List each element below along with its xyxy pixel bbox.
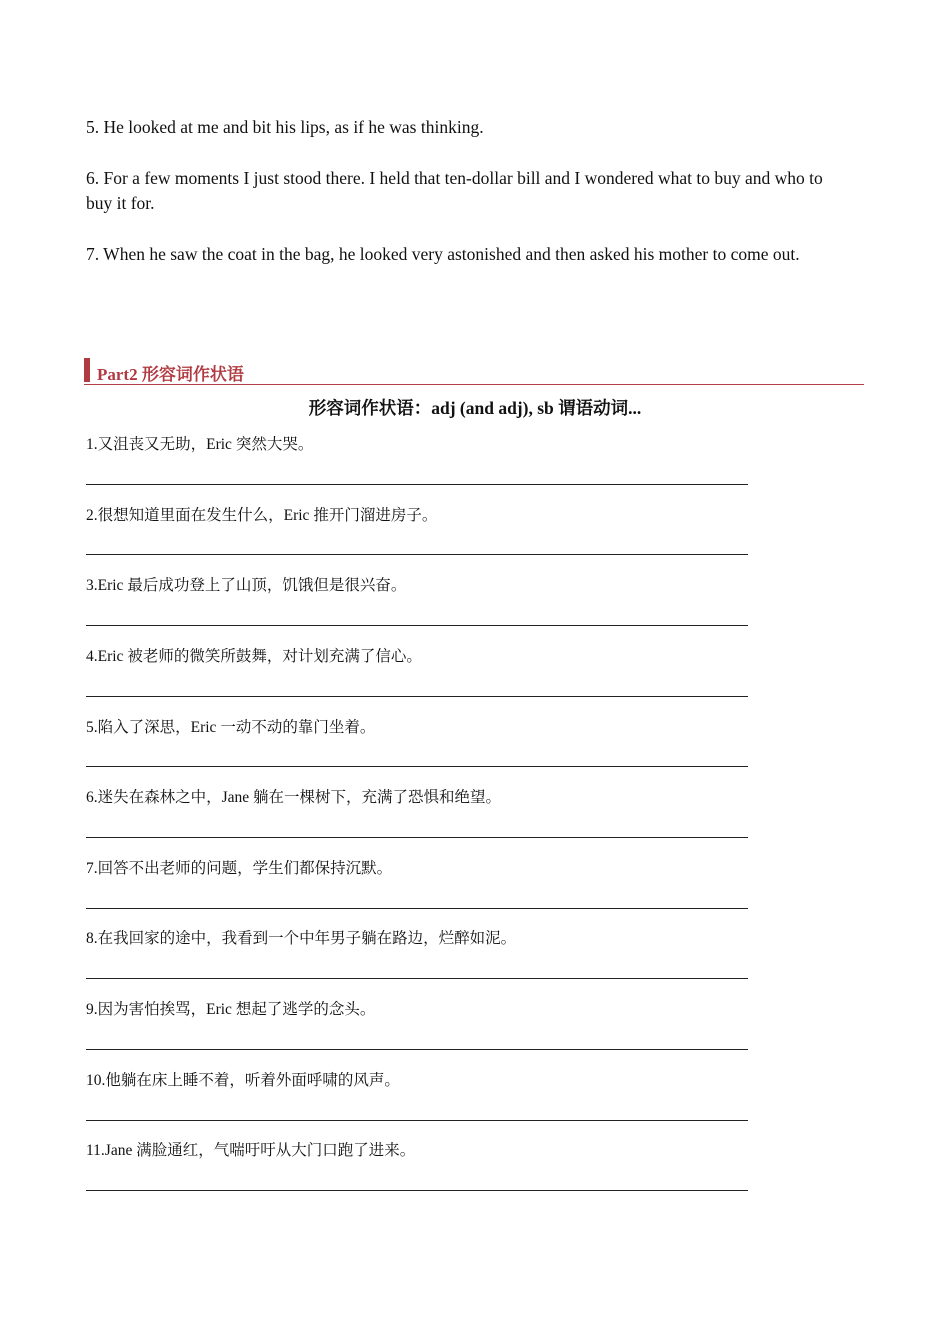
answer-line-9[interactable] (86, 1049, 748, 1050)
exercise-item-9: 9.因为害怕挨骂，Eric 想起了逃学的念头。 (86, 1001, 376, 1018)
exercise-item-11: 11.Jane 满脸通红，气喘吁吁从大门口跑了进来。 (86, 1142, 416, 1159)
exercise-item-1: 1.又沮丧又无助，Eric 突然大哭。 (86, 436, 314, 453)
exercise-item-2: 2.很想知道里面在发生什么，Eric 推开门溜进房子。 (86, 507, 438, 524)
sentence-7: 7. When he saw the coat in the bag, he looked very astonished and then asked his mother to come out. (86, 244, 800, 264)
answer-line-1[interactable] (86, 484, 748, 485)
answer-line-6[interactable] (86, 837, 748, 838)
exercise-item-4: 4.Eric 被老师的微笑所鼓舞，对计划充满了信心。 (86, 648, 422, 665)
exercise-item-5: 5.陷入了深思，Eric 一动不动的靠门坐着。 (86, 719, 376, 736)
answer-line-4[interactable] (86, 696, 748, 697)
sentence-6: 6. For a few moments I just stood there. I held that ten-dollar bill and I wondered what to buy and who to buy it for. (86, 168, 823, 213)
exercise-item-3: 3.Eric 最后成功登上了山顶，饥饿但是很兴奋。 (86, 577, 407, 594)
answer-line-5[interactable] (86, 766, 748, 767)
answer-line-2[interactable] (86, 554, 748, 555)
exercise-item-7: 7.回答不出老师的问题，学生们都保持沉默。 (86, 860, 393, 877)
answer-line-11[interactable] (86, 1190, 748, 1191)
answer-line-8[interactable] (86, 978, 748, 979)
section-accent-bar (84, 358, 90, 382)
section-title: Part2 形容词作状语 (97, 365, 244, 384)
exercise-item-8: 8.在我回家的途中，我看到一个中年男子躺在路边，烂醉如泥。 (86, 930, 517, 947)
answer-line-7[interactable] (86, 908, 748, 909)
exercise-item-10: 10.他躺在床上睡不着，听着外面呼啸的风声。 (86, 1072, 400, 1089)
exercise-item-6: 6.迷失在森林之中，Jane 躺在一棵树下，充满了恐惧和绝望。 (86, 789, 502, 806)
section-subtitle: 形容词作状语：adj (and adj), sb 谓语动词... (308, 398, 642, 418)
answer-line-10[interactable] (86, 1120, 748, 1121)
answer-line-3[interactable] (86, 625, 748, 626)
sentence-5: 5. He looked at me and bit his lips, as if he was thinking. (86, 117, 484, 137)
section-header (84, 358, 864, 385)
